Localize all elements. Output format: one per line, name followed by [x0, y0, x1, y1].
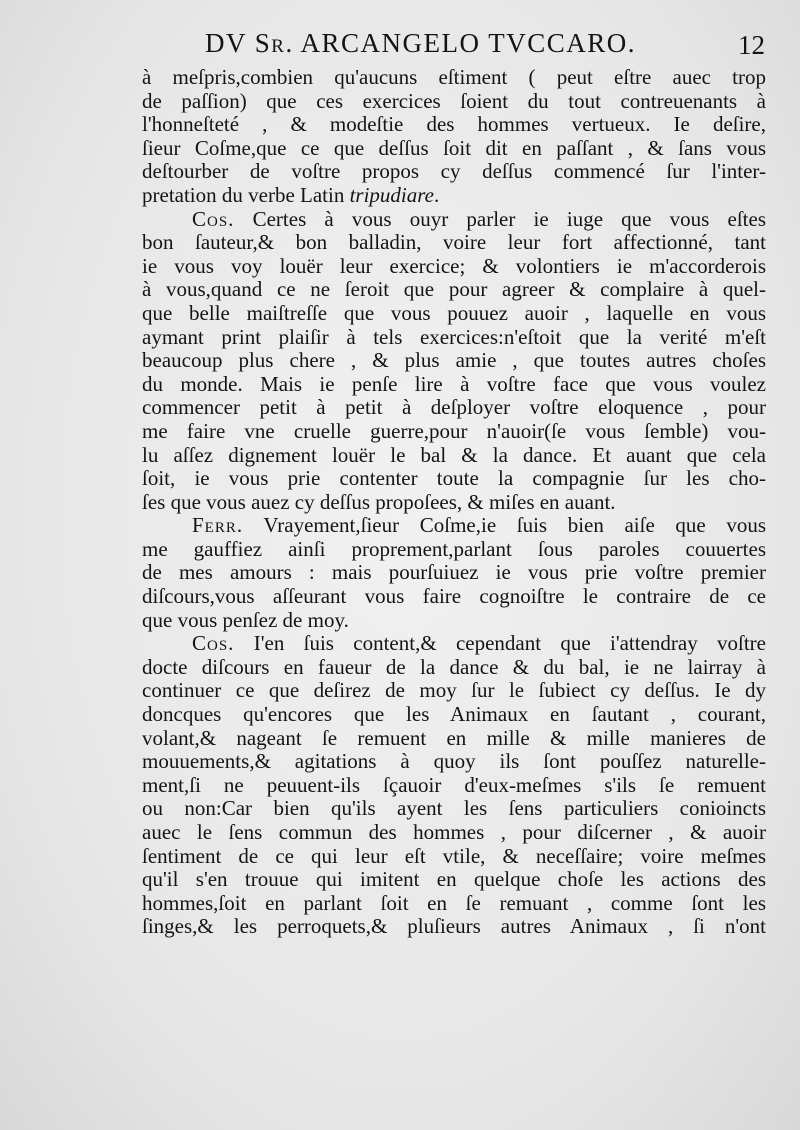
text-line: que vous penſez de moy.	[142, 608, 349, 632]
text-line: auec le ſens commun des hommes , pour diſcerner , & auoir	[142, 821, 766, 844]
text-line: docte diſcours en faueur de la dance & du bal, ie ne lairray à	[142, 655, 766, 679]
text-line: beaucoup plus chere , & plus amie , que toutes autres choſes	[142, 349, 766, 373]
page-header	[205, 28, 765, 68]
text-line: commencer petit à petit à deſployer voſtre eloquence , pour	[142, 396, 766, 420]
text-line: aymant print plaiſir à tels exercices:n'eſtoit que la verité m'eſt	[142, 325, 766, 349]
text-line: mouuements,& agitations à quoy ils ſont pouſſez naturelle-	[142, 750, 766, 774]
speaker-label: Cos.	[192, 207, 235, 231]
line-text: Vrayement,ſieur Coſme,ie ſuis bien aiſe que vous	[263, 514, 766, 538]
text-line	[142, 514, 766, 538]
latin-word: tripudiare	[349, 183, 434, 207]
line-text: pretation du verbe Latin	[142, 183, 350, 207]
text-line: deſtourber de voſtre propos cy deſſus commencé ſur l'inter-	[142, 160, 766, 184]
text-body	[142, 66, 766, 939]
text-line: me faire vne cruelle guerre,pour n'auoir(ſe vous ſemble) vou-	[142, 419, 766, 443]
text-line: lu aſſez dignement louër le bal & la dance. Et auant que cela	[142, 443, 766, 467]
line-text: .	[433, 183, 440, 207]
text-line: me gauffiez ainſi proprement,parlant ſous paroles couuertes	[142, 537, 766, 561]
text-line: à meſpris,combien qu'aucuns eſtiment ( peut eſtre auec trop	[142, 66, 766, 89]
text-line: qu'il s'en trouue qui imitent en quelque choſe les actions des	[142, 868, 766, 892]
line-text: I'en ſuis content,& cependant que i'attendray voſtre	[253, 632, 766, 656]
text-line	[142, 632, 766, 656]
text-line: diſcours,vous aſſeurant vous faire cognoiſtre le contraire de ce	[142, 585, 766, 609]
text-line: à vous,quand ce ne ſeroit que pour agreer & complaire à quel-	[142, 278, 766, 302]
text-line: ment,ſi ne peuuent-ils ſçauoir d'eux-meſmes s'ils ſe remuent	[142, 773, 766, 797]
speaker-label: Cos.	[192, 632, 235, 656]
text-line: de paſſion) que ces exercices ſoient du tout contreuenants à	[142, 89, 766, 113]
text-line: ſoit, ie vous prie contenter toute la compagnie ſur les cho-	[142, 467, 766, 491]
running-title: DV Sr. ARCANGELO TVCCARO.	[205, 28, 636, 58]
line-text: Certes à vous ouyr parler ie iuge que vous eſtes	[252, 207, 766, 231]
speaker-label: Ferr.	[192, 514, 244, 538]
text-line: ſes que vous auez cy deſſus propoſees, & miſes en auant.	[142, 490, 616, 514]
text-line: continuer ce que deſirez de moy ſur le ſubiect cy deſſus. Ie dy	[142, 679, 766, 703]
text-line	[142, 208, 766, 232]
page-number: 12	[738, 30, 765, 60]
text-line: ou non:Car bien qu'ils ayent les ſens particuliers conioincts	[142, 797, 766, 821]
text-line: doncques qu'encores que les Animaux en ſautant , courant,	[142, 703, 766, 727]
text-line: ſinges,& les perroquets,& pluſieurs autres Animaux , ſi n'ont	[142, 915, 766, 939]
text-line: que belle maiſtreſſe que vous pouuez auoir , laquelle en vous	[142, 301, 766, 325]
text-line: ſentiment de ce qui leur eſt vtile, & neceſſaire; voire meſmes	[142, 844, 766, 868]
text-line: du monde. Mais ie penſe lire à voſtre face que vous voulez	[142, 372, 766, 396]
text-line: volant,& nageant ſe remuent en mille & mille manieres de	[142, 726, 766, 750]
text-line: ſieur Coſme,que ce que deſſus ſoit dit en paſſant , & ſans vous	[142, 136, 766, 160]
text-line: ie vous voy louër leur exercice; & volontiers ie m'accorderois	[142, 254, 766, 278]
text-line: bon ſauteur,& bon balladin, voire leur fort affectionné, tant	[142, 231, 766, 255]
text-line: hommes,ſoit en parlant ſoit en ſe remuant , comme ſont les	[142, 891, 766, 915]
text-line: de mes amours : mais pourſuiuez ie vous prie voſtre premier	[142, 561, 766, 585]
text-line	[142, 184, 766, 208]
text-line: l'honneſteté , & modeſtie des hommes vertueux. Ie deſire,	[142, 113, 766, 137]
